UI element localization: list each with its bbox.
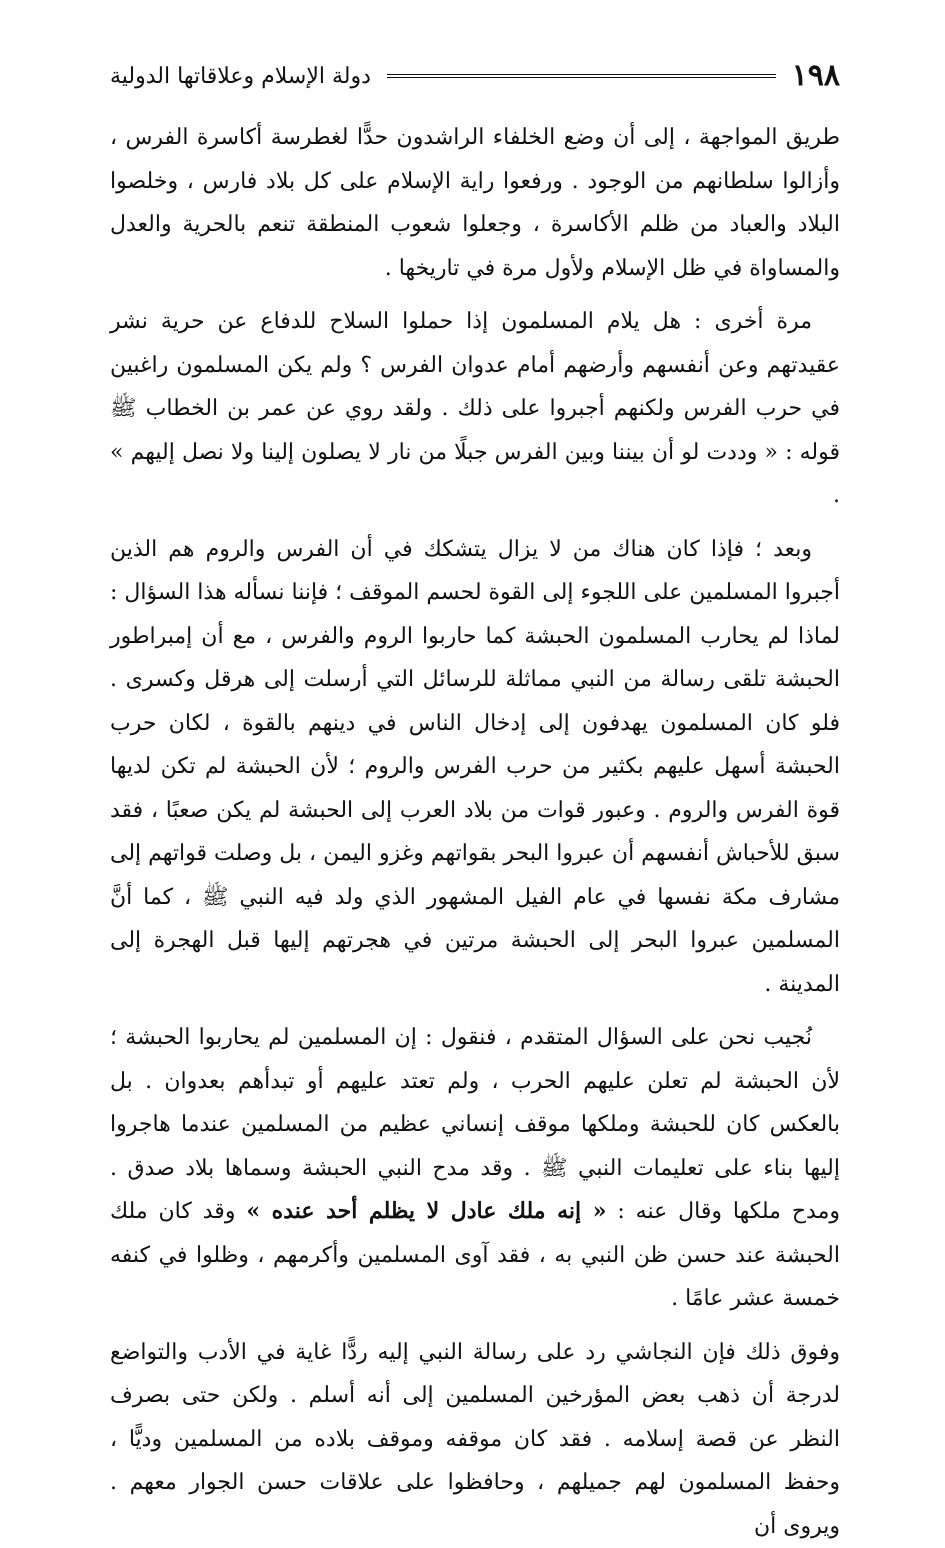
book-page bbox=[110, 56, 840, 1346]
paragraph-3: وبعد ؛ فإذا كان هناك من لا يزال يتشكك في أن الفرس والروم هم الذين أجبروا المسلمين على اللجوء إلى القوة لحسم الموقف ؛ فإننا نسأله هذا السؤال : لماذا لم يحارب المسلمون الحبشة كما حاربوا الروم والفرس ، مع أن إمبراطور الحبشة تلقى رسالة من النبي مماثلة للرسائل التي أرسلت إلى هرقل وكسرى . فلو كان المسلمون يهدفون إلى إدخال الناس في دينهم بالقوة ، لكان حرب الحبشة أسهل عليهم بكثير من حرب الفرس والروم ؛ لأن الحبشة لم تكن لديها قوة الفرس والروم . وعبور قوات من بلاد العرب إلى الحبشة لم يكن صعبًا ، فقد سبق للأحباش أنفسهم أن عبروا البحر بقواتهم وغزو اليمن ، بل وصلت قواتهم إلى مشارف مكة نفسها في عام الفيل المشهور الذي ولد فيه النبي ﷺ ، كما أنَّ المسلمين عبروا البحر إلى الحبشة مرتين في هجرتهم إليها قبل الهجرة إلى المدينة . bbox=[110, 528, 840, 1007]
paragraph-1: طريق المواجهة ، إلى أن وضع الخلفاء الراشدون حدًّا لغطرسة أكاسرة الفرس ، وأزالوا سلطانهم من الوجود . ورفعوا راية الإسلام على كل بلاد فارس ، وخلصوا البلاد والعباد من ظلم الأكاسرة ، وجعلوا شعوب المنطقة تنعم بالحرية والعدل والمساواة في ظل الإسلام ولأول مرة في تاريخها . bbox=[110, 116, 840, 290]
paragraph-4-text-b: وقد كان ملك الحبشة عند حسن ظن النبي به ، فقد آوى المسلمين وأكرمهم ، وظلوا في كنفه خمسة عشر عامًا . bbox=[110, 1199, 840, 1311]
paragraph-5: وفوق ذلك فإن النجاشي رد على رسالة النبي إليه ردًّا غاية في الأدب والتواضع لدرجة أن ذهب بعض المؤرخين المسلمين إلى أنه أسلم . ولكن حتى بصرف النظر عن قصة إسلامه . فقد كان موقفه وموقف بلاده من المسلمين وديًّا ، وحفظ المسلمون لهم جميلهم ، وحافظوا على علاقات حسن الجوار معهم . ويروى أن bbox=[110, 1331, 840, 1548]
paragraph-4-text-a: نُجيب نحن على السؤال المتقدم ، فنقول : إن المسلمين لم يحاربوا الحبشة ؛ لأن الحبشة لم تعلن عليهم الحرب ، ولم تعتد عليهم أو تبدأهم بعدوان . بل بالعكس كان للحبشة وملكها موقف إنساني عظيم من المسلمين عندما هاجروا إليها بناء على تعليمات النبي ﷺ . وقد مدح النبي الحبشة وسماها بلاد صدق . ومدح ملكها وقال عنه : bbox=[110, 1025, 840, 1224]
hadith-quote: « إنه ملك عادل لا يظلم أحد عنده » bbox=[246, 1198, 606, 1224]
paragraph-2: مرة أخرى : هل يلام المسلمون إذا حملوا السلاح للدفاع عن حرية نشر عقيدتهم وعن أنفسهم وأرضهم أمام عدوان الفرس ؟ ولم يكن المسلمون راغبين في حرب الفرس ولكنهم أجبروا على ذلك . ولقد روي عن عمر بن الخطاب ﷺ قوله : « وددت لو أن بيننا وبين الفرس جبلًا من نار لا يصلون إلينا ولا نصل إليهم » . bbox=[110, 300, 840, 518]
body-text bbox=[110, 116, 840, 1548]
page-header bbox=[110, 56, 840, 96]
header-rule bbox=[387, 74, 776, 78]
running-title: دولة الإسلام وعلاقاتها الدولية bbox=[110, 64, 371, 89]
page-number: ١٩٨ bbox=[792, 61, 840, 91]
paragraph-4 bbox=[110, 1016, 840, 1321]
